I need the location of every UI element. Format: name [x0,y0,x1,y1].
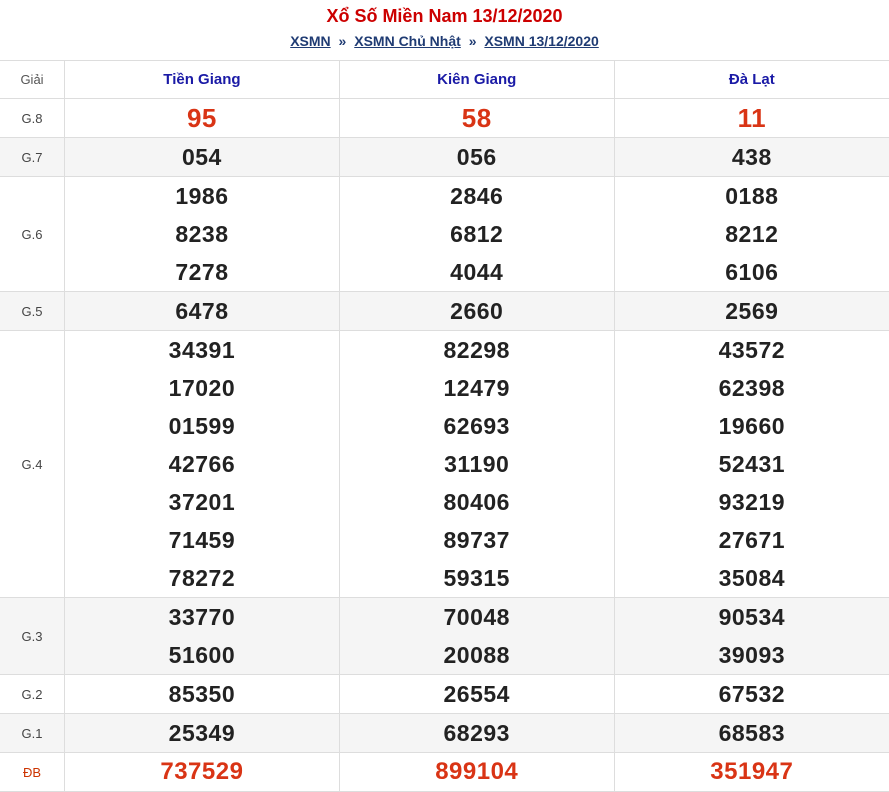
prize-column-header: Giải [0,61,65,99]
winning-number: 8238 [175,221,229,247]
winning-number: 351947 [710,758,794,785]
prize-cell [65,753,340,792]
winning-number: 70048 [443,604,510,630]
prize-cell [339,331,614,598]
winning-number: 20088 [443,642,510,668]
prize-cell [614,138,889,177]
winning-number: 82298 [443,337,510,363]
winning-number: 2660 [450,298,504,324]
table-header-row [0,61,889,99]
prize-cell [65,714,340,753]
province-header-tien-giang[interactable]: Tiền Giang [65,61,340,99]
prize-cell [614,675,889,714]
breadcrumb-separator: » [468,33,477,49]
winning-number: 0188 [725,183,779,209]
winning-number: 1986 [175,183,229,209]
prize-label: G.1 [0,714,65,753]
winning-number: 6812 [450,221,504,247]
prize-label: G.6 [0,177,65,292]
winning-number: 39093 [718,642,786,668]
winning-number: 52431 [718,451,786,477]
winning-number: 35084 [718,565,786,591]
prize-cell [614,292,889,331]
breadcrumb-link-xsmn-chu-nhat[interactable]: XSMN Chủ Nhật [354,33,461,49]
winning-number: 31190 [444,451,510,477]
winning-number: 67532 [718,681,786,707]
winning-number: 90534 [718,604,786,630]
prize-cell [65,331,340,598]
prize-cell [614,753,889,792]
prize-cell [65,99,340,138]
winning-number: 19660 [718,413,786,439]
winning-number: 438 [731,144,772,170]
winning-number: 11 [737,103,767,133]
winning-number: 2846 [450,183,504,209]
prize-cell [339,598,614,675]
winning-number: 899104 [435,758,519,785]
prize-cell [614,714,889,753]
winning-number: 51600 [168,642,236,668]
breadcrumb-link-xsmn-date[interactable]: XSMN 13/12/2020 [484,33,599,49]
winning-number: 737529 [160,758,244,785]
winning-number: 95 [186,103,217,133]
winning-number: 68583 [718,720,786,746]
breadcrumb [0,28,889,54]
winning-number: 4044 [450,259,504,285]
prize-row [0,714,889,753]
winning-number: 27671 [718,527,786,553]
winning-number: 78272 [168,565,236,591]
prize-label: ĐB [0,753,65,792]
winning-number: 33770 [168,604,236,630]
winning-number: 12479 [443,375,510,401]
prize-cell [339,675,614,714]
prize-cell [614,99,889,138]
prize-row [0,292,889,331]
prize-cell [614,331,889,598]
winning-number: 2569 [725,298,779,324]
results-body [0,99,889,792]
winning-number: 7278 [175,259,229,285]
winning-number: 68293 [443,720,510,746]
winning-number: 85350 [168,681,236,707]
winning-number: 34391 [168,337,236,363]
winning-number: 59315 [443,565,510,591]
winning-number: 89737 [443,527,510,553]
breadcrumb-link-xsmn[interactable]: XSMN [290,33,331,49]
winning-number: 80406 [443,489,510,515]
winning-number: 6106 [725,259,779,285]
winning-number: 6478 [175,298,229,324]
prize-cell [65,598,340,675]
winning-number: 62693 [443,413,510,439]
province-header-kien-giang[interactable]: Kiên Giang [339,61,614,99]
results-table [0,60,889,792]
prize-cell [339,138,614,177]
prize-row [0,177,889,292]
winning-number: 26554 [443,681,510,707]
winning-number: 43572 [718,337,786,363]
prize-cell [65,138,340,177]
prize-row [0,675,889,714]
winning-number: 93219 [718,489,786,515]
winning-number: 054 [181,144,222,170]
prize-cell [65,177,340,292]
prize-row [0,331,889,598]
prize-cell [339,99,614,138]
winning-number: 056 [456,144,497,170]
prize-label: G.2 [0,675,65,714]
page-header [0,0,889,60]
prize-cell [339,292,614,331]
prize-label: G.8 [0,99,65,138]
prize-row [0,138,889,177]
prize-cell [65,675,340,714]
winning-number: 37201 [168,489,236,515]
winning-number: 25349 [168,720,236,746]
province-header-da-lat[interactable]: Đà Lạt [614,61,889,99]
prize-cell [65,292,340,331]
prize-label: G.7 [0,138,65,177]
prize-cell [614,177,889,292]
winning-number: 17020 [168,375,236,401]
winning-number: 42766 [168,451,236,477]
breadcrumb-separator: » [338,33,347,49]
prize-label: G.5 [0,292,65,331]
prize-cell [339,177,614,292]
prize-row [0,598,889,675]
prize-row [0,99,889,138]
prize-cell [339,753,614,792]
page-title: Xổ Số Miền Nam 13/12/2020 [326,6,563,26]
prize-cell [614,598,889,675]
prize-cell [339,714,614,753]
winning-number: 01599 [168,413,236,439]
winning-number: 71459 [168,527,236,553]
prize-row [0,753,889,792]
winning-number: 8212 [725,221,779,247]
winning-number: 58 [461,103,492,133]
prize-label: G.4 [0,331,65,598]
winning-number: 62398 [718,375,786,401]
prize-label: G.3 [0,598,65,675]
